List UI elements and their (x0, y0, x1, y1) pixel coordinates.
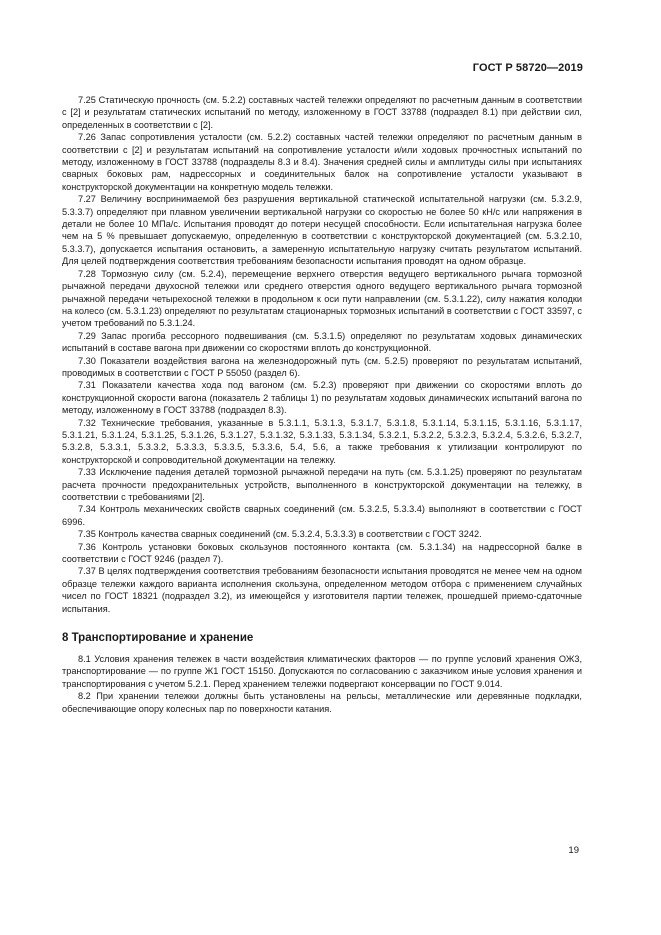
paragraph-7-36: 7.36 Контроль установки боковых скользунов постоянного контакта (см. 5.3.1.34) на надрессорной балке в соответствии с ГОСТ 9246 (раздел 7). (62, 541, 582, 565)
paragraph-7-27: 7.27 Величину воспринимаемой без разрушения вертикальной статической испытательной нагрузки (см. 5.3.2.9, 5.3.3.7) определяют при плавном увеличении вертикальной нагрузки со скоростью не более 50 кН/с или напряжения в детали не более 10 МПа/с. Испытания проводят до потери несущей способности. Если испытательная нагрузка более чем на 5 % превышает допускаемую, определенную в соответствии с конструкторской документацией (см. 5.3.2.10, 5.3.3.7), допускается испытания остановить, а замеренную испытательную нагрузку считать результатом испытаний. Для целей подтверждения соответствия требованиям безопасности испытания проводят на одном образце. (62, 194, 582, 267)
paragraph-7-37: 7.37 В целях подтверждения соответствия требованиям безопасности испытания проводятся не менее чем на одном образце тележки каждого варианта исполнения скользуна, определенном методом отбора с применением случайных чисел по ГОСТ 18321 (подраздел 3.2), из имеющейся у изготовителя партии тележек, прошедшей приемо-сдаточные испытания. (62, 566, 582, 614)
page-content (62, 94, 582, 715)
paragraph-7-26: 7.26 Запас сопротивления усталости (см. 5.2.2) составных частей тележки определяют по расчетным данным в соответствии с [2] и результатам испытаний на сопротивление усталости и/или ходовых прочностных испытаний по методу, изложенному в ГОСТ 33788 (подразделы 8.3 и 8.4). Значения средней силы и амплитуды силы при испытаниях сварных боковых рам, надрессорных и соединительных балок на сопротивление усталости указывают в конструкторской документации на конкретную модель тележки. (62, 132, 582, 192)
paragraph-7-25: 7.25 Статическую прочность (см. 5.2.2) составных частей тележки определяют по расчетным данным в соответствии с [2] и результатам статических испытаний по методу, изложенному в ГОСТ 33788 (подраздел 8.1) при действии сил, определенных в соответствии с [2]. (62, 95, 582, 130)
paragraph-7-32: 7.32 Технические требования, указанные в 5.3.1.1, 5.3.1.3, 5.3.1.7, 5.3.1.8, 5.3.1.14, 5.3.1.15, 5.3.1.16, 5.3.1.17, 5.3.1.21, 5.3.1.24, 5.3.1.25, 5.3.1.26, 5.3.1.27, 5.3.1.32, 5.3.1.33, 5.3.1.34, 5.3.2.1, 5.3.2.2, 5.3.2.3, 5.3.2.4, 5.3.2.6, 5.3.2.7, 5.3.2.8, 5.3.3.1, 5.3.3.2, 5.3.3.3, 5.3.3.5, 5.3.3.6, 5.4, 5.6, а также требования к утилизации контролируют по конструкторской и сопроводительной документации на тележку. (62, 417, 582, 465)
paragraph-7-33: 7.33 Исключение падения деталей тормозной рычажной передачи на путь (см. 5.3.1.25) проверяют по результатам расчета прочности предохранительных устройств, выполненного в конструкторской документации на тележку, в соответствии с требованиями [2]. (62, 467, 582, 502)
paragraph-7-31: 7.31 Показатели качества хода под вагоном (см. 5.2.3) проверяют при движении со скоростями вплоть до конструкционной скорости вагона (показатель 2 таблицы 1) по результатам ходовых динамических испытаний вагона по методу, изложенному в ГОСТ 33788 (подраздел 8.3). (62, 380, 582, 416)
page-number: 19 (568, 845, 579, 856)
paragraph-8-2: 8.2 При хранении тележки должны быть установлены на рельсы, металлические или деревянные подкладки, обеспечивающие опору колесных пар по поверхности катания. (62, 691, 582, 714)
section-8-title: 8 Транспортирование и хранение (62, 632, 254, 645)
paragraph-7-29: 7.29 Запас прогиба рессорного подвешивания (см. 5.3.1.5) определяют по результатам ходовых динамических испытаний в составе вагона при движении со скоростями вплоть до конструкционной. (62, 330, 582, 354)
paragraph-7-35: 7.35 Контроль качества сварных соединений (см. 5.3.2.4, 5.3.3.3) в соответствии с ГОСТ 3242. (78, 529, 482, 540)
paragraph-7-28: 7.28 Тормозную силу (см. 5.2.4), перемещение верхнего отверстия ведущего вертикального рычага тормозной рычажной передачи двухосной тележки или среднего отверстия одного ведущего вертикального рычага тормозной рычажной передачи четырехосной тележки в продольном к оси пути направлении (см. 5.3.1.22), силу нажатия колодки на колесо (см. 5.3.1.23) определяют по результатам стационарных тормозных испытаний в соответствии с ГОСТ 33597, с учетом требований по 5.3.1.24. (62, 268, 582, 329)
paragraph-7-34: 7.34 Контроль механических свойств сварных соединений (см. 5.3.2.5, 5.3.3.4) выполняют в соответствии с ГОСТ 6996. (62, 504, 582, 527)
paragraph-7-30: 7.30 Показатели воздействия вагона на железнодорожный путь (см. 5.2.5) проверяют по результатам испытаний, проводимых в соответствии с ГОСТ Р 55050 (раздел 6). (62, 355, 582, 378)
standard-code-header: ГОСТ Р 58720—2019 (472, 62, 583, 74)
paragraph-8-1: 8.1 Условия хранения тележек в части воздействия климатических факторов — по группе условий хранения ОЖ3, транспортирование — по группе Ж1 ГОСТ 15150. Допускаются по согласованию с заказчиком иные условия хранения и транспортирования с учетом 5.2.1. Перед хранением тележки подвергают консервации по ГОСТ 9.014. (62, 654, 582, 689)
